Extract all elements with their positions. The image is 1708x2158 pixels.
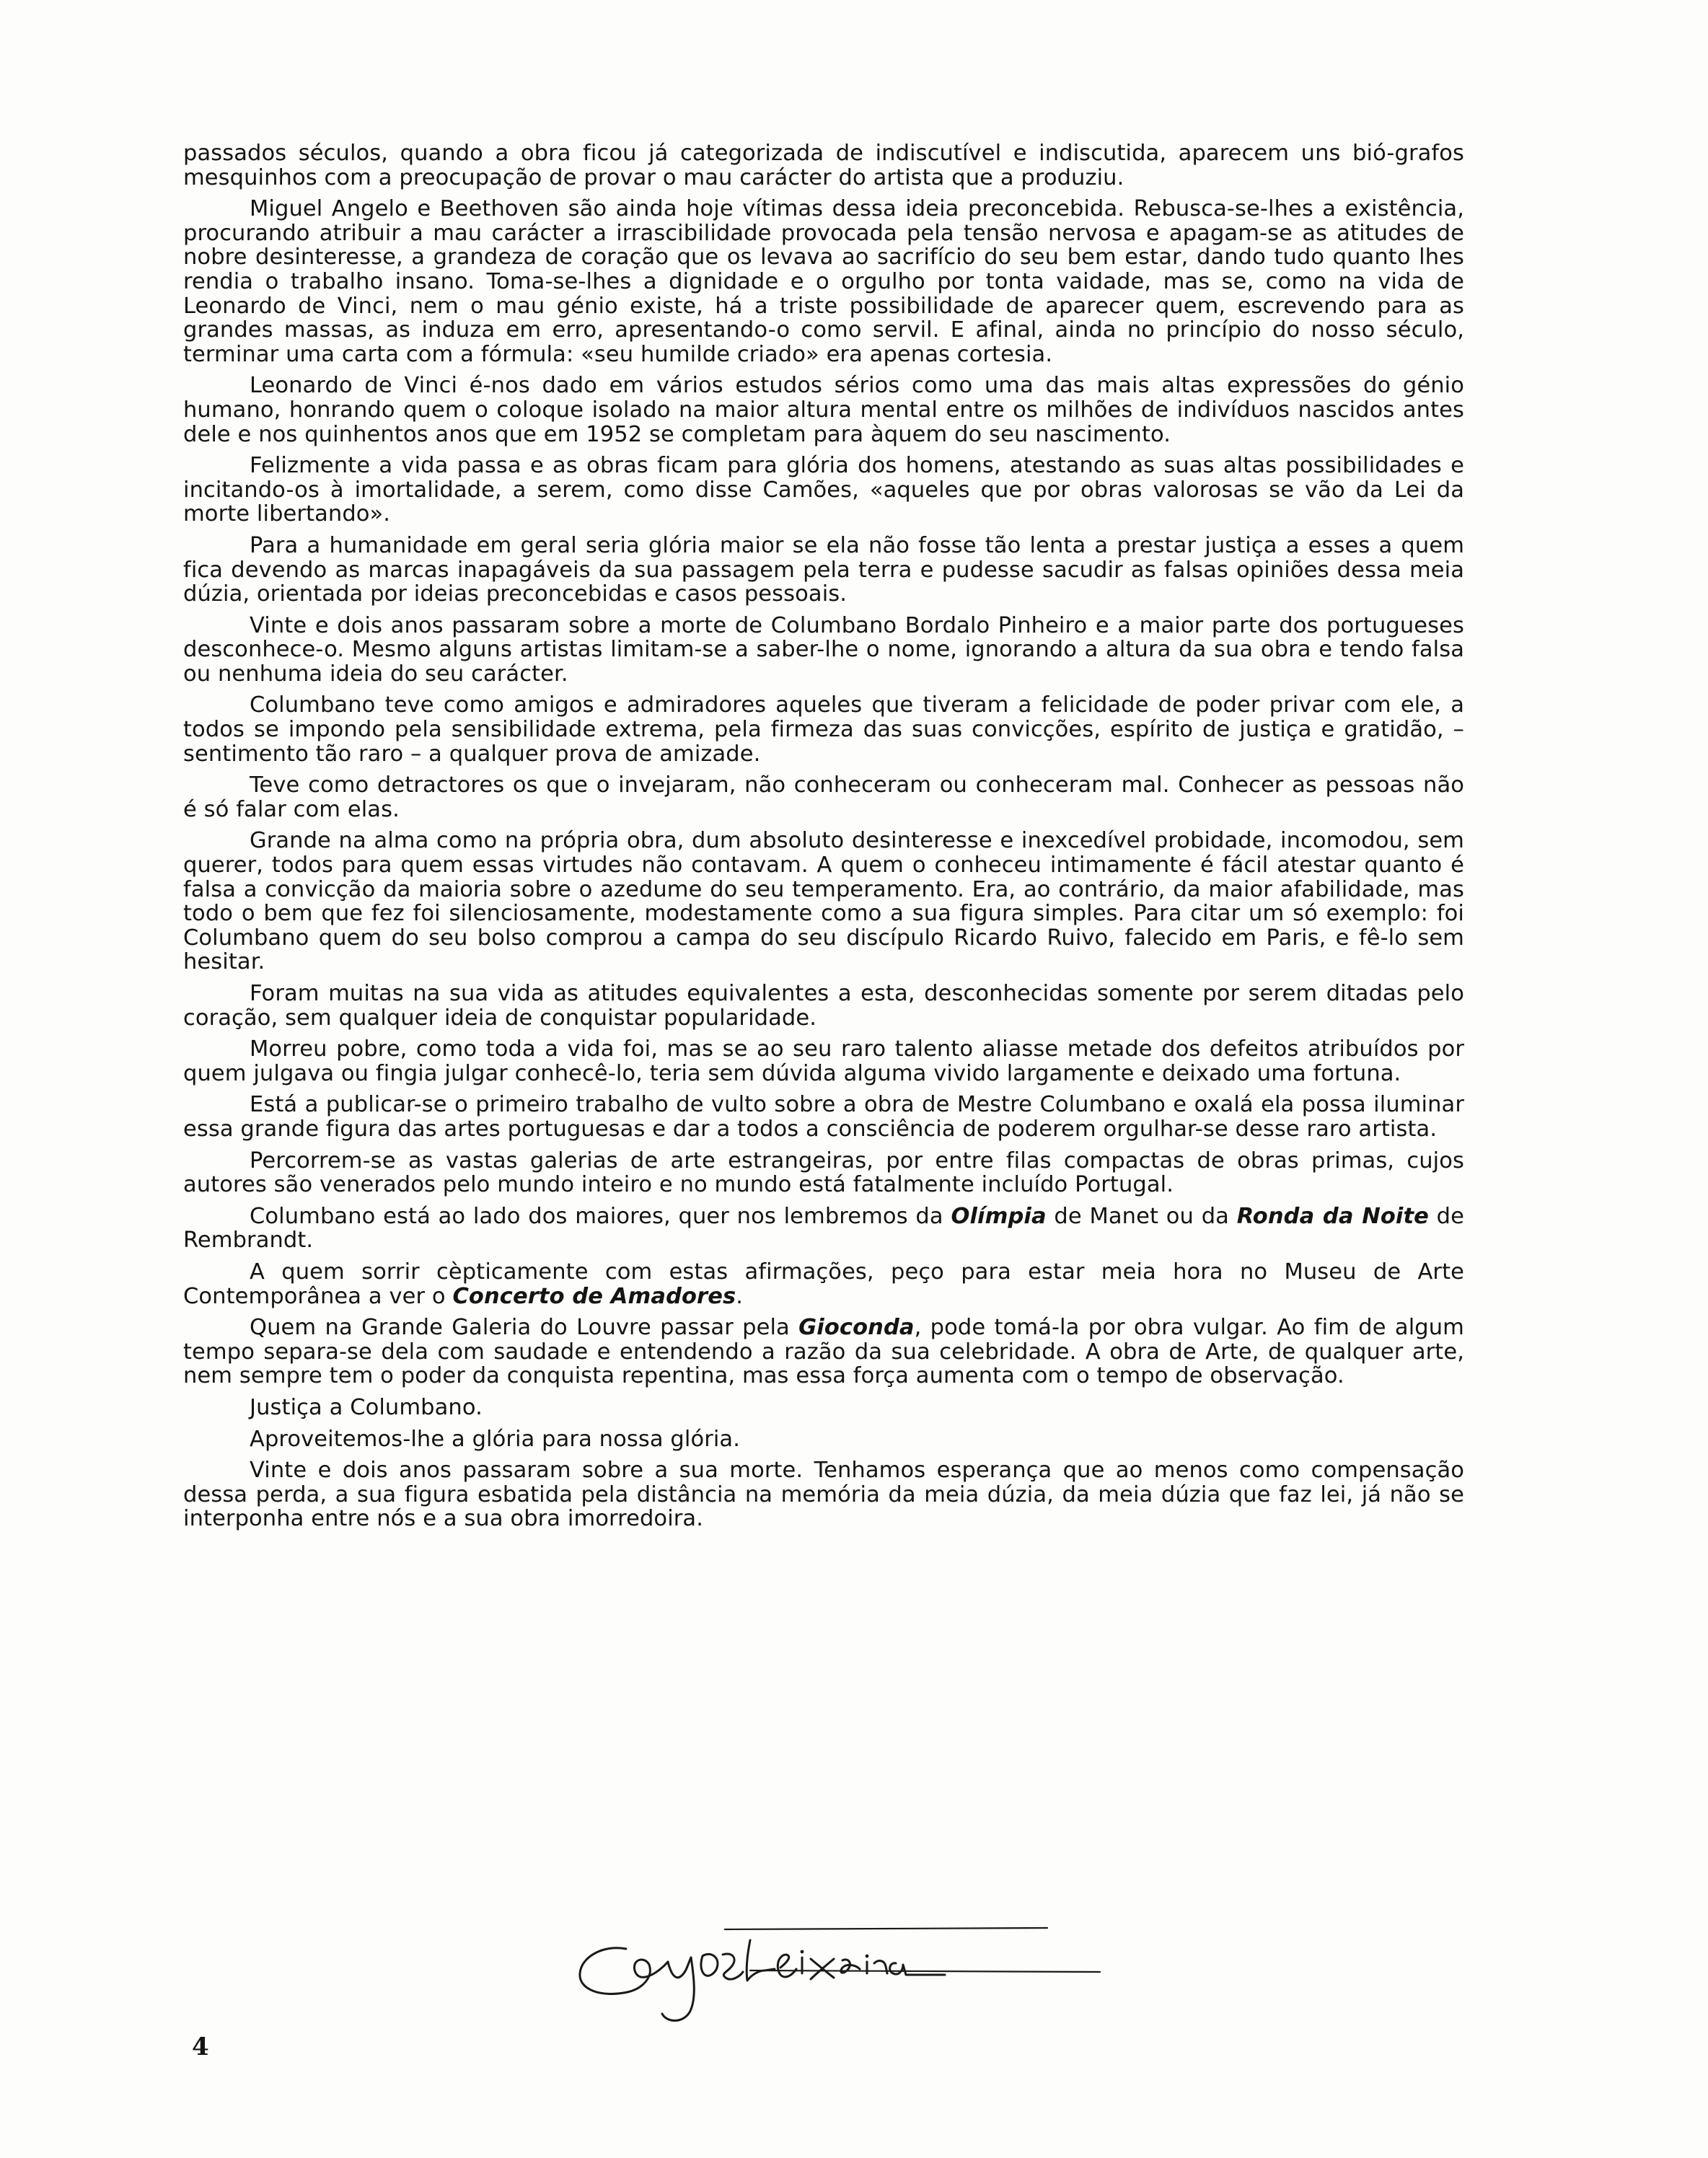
text-run: de Rembrandt. <box>183 1203 1464 1254</box>
text-run: de Manet ou da <box>1046 1203 1237 1229</box>
paragraph: Morreu pobre, como toda a vida foi, mas se ao seu raro talento aliasse metade dos defeitos atribuídos por quem julgava ou fingia julgar conhecê-lo, teria sem dúvida alguma vivido largamente e deixado uma fortuna. <box>183 1036 1464 1086</box>
text-run: , pode tomá-la por obra vulgar. Ao fim de algum tempo separa-se dela com saudade e entendendo a razão da sua celebridade. A obra de Arte, de qualquer arte, nem sempre tem o poder da conquista repentina, mas essa força aumenta com o tempo de observação. <box>183 1315 1464 1389</box>
paragraph: Miguel Angelo e Beethoven são ainda hoje vítimas dessa ideia preconcebida. Rebusca-se-lhes a existência, procurando atribuir a mau carácter a irrascibilidade provocada pela tensão nervosa e apagam-se as atitudes de nobre desinteresse, a grandeza de coração que os levava ao sacrifício do seu bem estar, dando tudo quanto lhes rendia o trabalho insano. Toma-se-lhes a dignidade e o orgulho por tonta vaidade, mas se, como na vida de Leonardo de Vinci, nem o mau génio existe, há a triste possibilidade de aparecer quem, escrevendo para as grandes massas, as induza em erro, apresentando-o como servil. E afinal, ainda no princípio do nosso século, terminar uma carta com a fórmula: «seu humilde criado» era apenas cortesia. <box>183 196 1464 367</box>
paragraph: Leonardo de Vinci é-nos dado em vários estudos sérios como uma das mais altas expressões do génio humano, honrando quem o coloque isolado na maior altura mental entre os milhões de indivíduos nascidos antes dele e nos quinhentos anos que em 1952 se completam para àquem do seu nascimento. <box>183 373 1464 447</box>
paragraph: Vinte e dois anos passaram sobre a morte de Columbano Bordalo Pinheiro e a maior parte dos portugueses desconhece-o. Mesmo alguns artistas limitam-se a saber-lhe o nome, ignorando a altura da sua obra e tendo falsa ou nenhuma ideia do seu carácter. <box>183 612 1464 687</box>
text-run: Columbano está ao lado dos maiores, quer nos lembremos da <box>250 1203 951 1229</box>
paragraph: Está a publicar-se o primeiro trabalho de vulto sobre a obra de Mestre Columbano e oxalá ela possa iluminar essa grande figura das artes portuguesas e dar a todos a consciência de poderem orgulhar-se desse raro artista. <box>183 1092 1464 1142</box>
text-run: Quem na Grande Galeria do Louvre passar pela <box>250 1315 799 1341</box>
article-body <box>183 141 1464 1538</box>
paragraph: Aproveitemos-lhe a glória para nossa glória. <box>250 1426 741 1452</box>
artwork-title: Olímpia <box>951 1203 1047 1229</box>
artwork-title: Gioconda <box>798 1315 915 1341</box>
paragraph: Percorrem-se as vastas galerias de arte estrangeiras, por entre filas compactas de obras primas, cujos autores são venerados pelo mundo inteiro e no mundo está fatalmente incluído Portugal. <box>183 1148 1464 1198</box>
author-signature <box>570 1904 1132 2048</box>
text-run: A quem sorrir cèpticamente com estas afirmações, peço para estar meia hora no Museu de Arte Contemporânea a ver o <box>183 1259 1464 1309</box>
paragraph: Justiça a Columbano. <box>250 1394 483 1420</box>
page-number: 4 <box>192 2033 209 2061</box>
paragraph: Teve como detractores os que o invejaram, não conheceram ou conheceram mal. Conhecer as pessoas não é só falar com elas. <box>183 772 1464 822</box>
paragraph <box>183 1204 1464 1253</box>
paragraph: Vinte e dois anos passaram sobre a sua morte. Tenhamos esperança que ao menos como compensação dessa perda, a sua figura esbatida pela distância na memória da meia dúzia, da meia dúzia que faz lei, já não se interponha entre nós e a sua obra imorredoira. <box>183 1458 1464 1532</box>
paragraph: Foram muitas na sua vida as atitudes equivalentes a esta, desconhecidas somente por serem ditadas pelo coração, sem qualquer ideia de conquistar popularidade. <box>183 981 1464 1031</box>
paragraph <box>183 1260 1464 1308</box>
paragraph: Para a humanidade em geral seria glória maior se ela não fosse tão lenta a prestar justiça a esses a quem fica devendo as marcas inapagáveis da sua passagem pela terra e pudesse sacudir as falsas opiniões dessa meia dúzia, orientada por ideias preconcebidas e casos pessoais. <box>183 532 1464 607</box>
paragraph: passados séculos, quando a obra ficou já categorizada de indiscutível e indiscutida, aparecem uns bió-grafos mesquinhos com a preocupação de provar o mau carácter do artista que a produziu. <box>183 141 1464 190</box>
artwork-title: Concerto de Amadores <box>452 1283 736 1309</box>
text-run: . <box>736 1283 744 1309</box>
paragraph: Columbano teve como amigos e admiradores aqueles que tiveram a felicidade de poder privar com ele, a todos se impondo pela sensibilidade extrema, pela firmeza das suas convicções, espírito de justiça e gratidão, – sentimento tão raro – a qualquer prova de amizade. <box>183 692 1464 767</box>
paragraph: Grande na alma como na própria obra, dum absoluto desinteresse e inexcedível probidade, incomodou, sem querer, todos para quem essas virtudes não contavam. A quem o conheceu intimamente é fácil atestar quanto é falsa a convicção da maioria sobre o azedume do seu temperamento. Era, ao contrário, da maior afabilidade, mas todo o bem que fez foi silenciosamente, modestamente como a sua figura simples. Para citar um só exemplo: foi Columbano quem do seu bolso comprou a campa do seu discípulo Ricardo Ruivo, falecido em Paris, e fê-lo sem hesitar. <box>183 828 1464 975</box>
paragraph: Felizmente a vida passa e as obras ficam para glória dos homens, atestando as suas altas possibilidades e incitando-os à imortalidade, a serem, como disse Camões, «aqueles que por obras valorosas se vão da Lei da morte libertando». <box>183 453 1464 527</box>
paragraph <box>183 1316 1464 1388</box>
artwork-title: Ronda da Noite <box>1236 1203 1429 1229</box>
